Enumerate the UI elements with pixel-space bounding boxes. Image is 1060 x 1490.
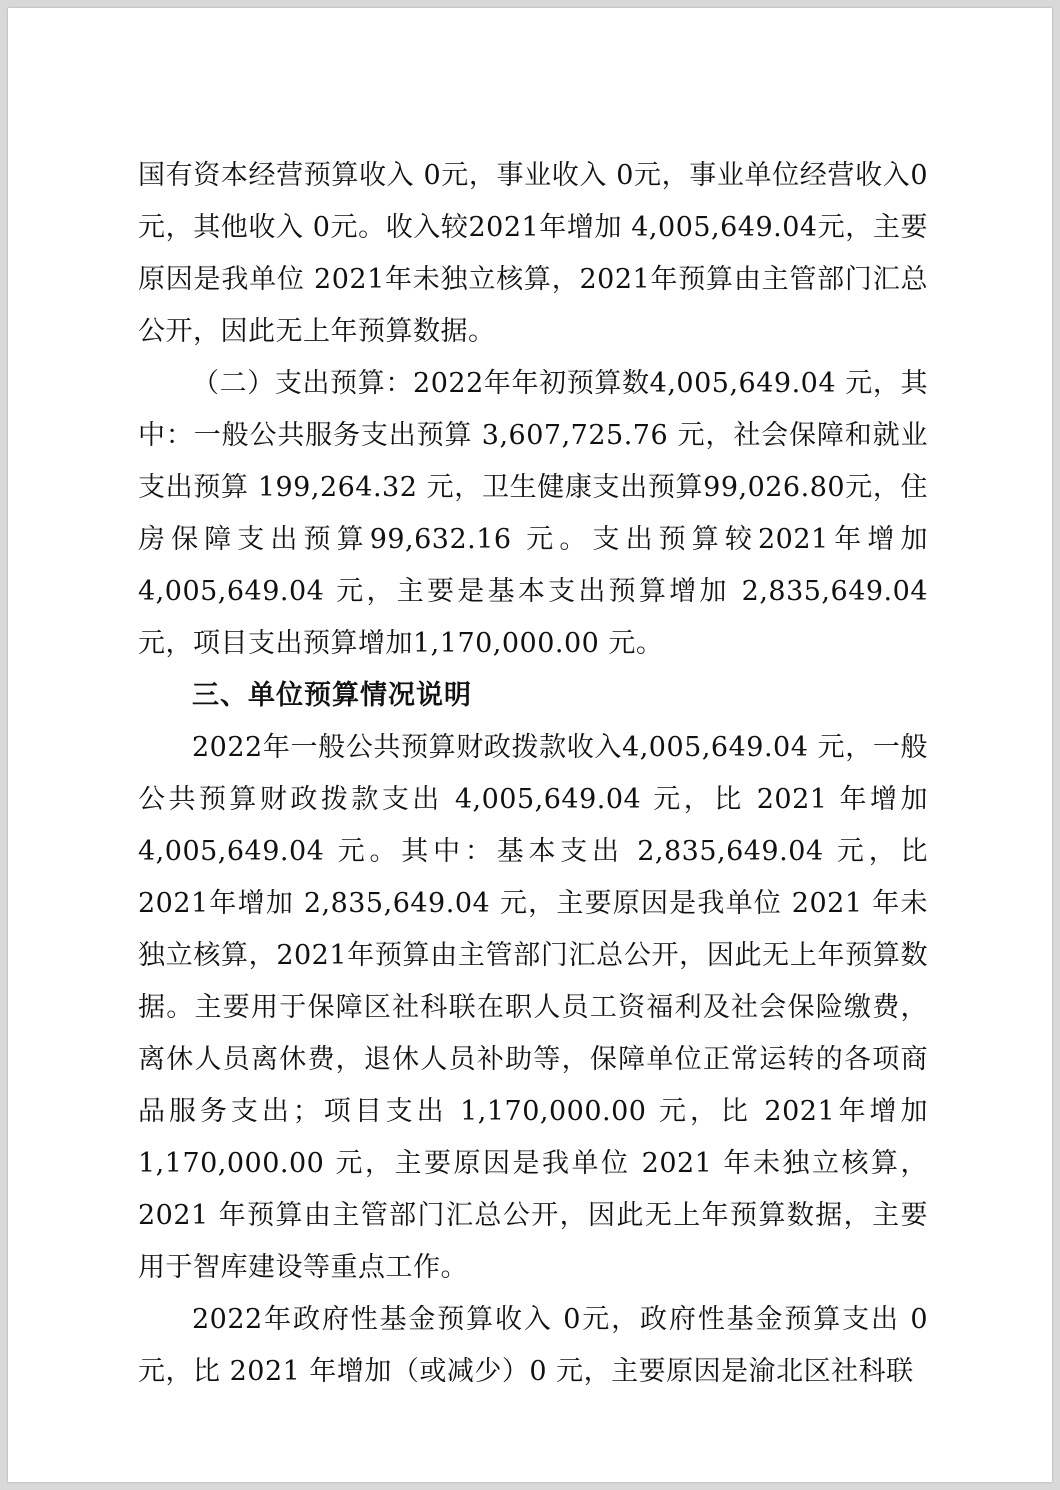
- paragraph-expenditure-budget: （二）支出预算：2022年年初预算数4,005,649.04 元，其中：一般公共服务支出预算 3,607,725.76 元，社会保障和就业支出预算 199,264.32 元，卫生健康支出预算99,026.80元，住房保障支出预算99,632.16 元。支出预算较2021年增加 4,005,649.04 元，主要是基本支出预算增加 2,835,649.04 元，项目支出预算增加1,170,000.00 元。: [138, 368, 928, 659]
- document-body: [138, 150, 928, 1398]
- paragraph-government-fund-budget: 2022年政府性基金预算收入 0元，政府性基金预算支出 0元，比 2021 年增加（或减少）0 元，主要原因是渝北区社科联: [138, 1304, 928, 1387]
- section-heading-unit-budget: 三、单位预算情况说明: [192, 680, 472, 711]
- document-page: [8, 8, 1052, 1482]
- paragraph-general-public-budget: 2022年一般公共预算财政拨款收入4,005,649.04 元，一般公共预算财政拨款支出 4,005,649.04 元，比 2021 年增加4,005,649.04 元。其中：基本支出 2,835,649.04 元，比2021年增加 2,835,649.04 元，主要原因是我单位 2021 年未独立核算，2021年预算由主管部门汇总公开，因此无上年预算数据。主要用于保障区社科联在职人员工资福利及社会保险缴费，离休人员离休费，退休人员补助等，保障单位正常运转的各项商品服务支出；项目支出 1,170,000.00 元，比 2021年增加 1,170,000.00 元，主要原因是我单位 2021 年未独立核算，2021 年预算由主管部门汇总公开，因此无上年预算数据，主要用于智库建设等重点工作。: [138, 732, 928, 1283]
- paragraph-revenue-continued: 国有资本经营预算收入 0元，事业收入 0元，事业单位经营收入0元，其他收入 0元。收入较2021年增加 4,005,649.04元，主要原因是我单位 2021年未独立核算，2021年预算由主管部门汇总公开，因此无上年预算数据。: [138, 160, 928, 347]
